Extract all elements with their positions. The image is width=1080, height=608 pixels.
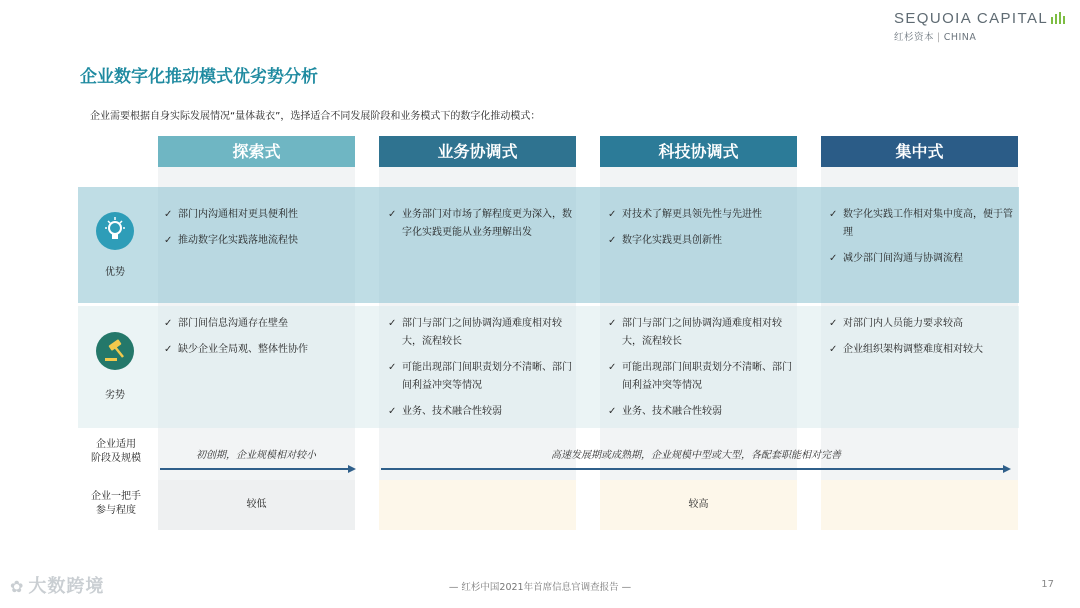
disadvantages-centralized <box>827 315 1015 367</box>
stage-growth-text: 高速发展期或成熟期，企业规模中型或大型，各配套职能相对完善 <box>551 450 841 461</box>
disadvantage-row-label: 劣势 <box>105 390 125 401</box>
participation-row-label: 企业一把手 参与程度 <box>91 491 141 516</box>
stage-early-arrow-head <box>348 465 356 473</box>
list-item: ✓ 减少部门间沟通与协调流程 <box>827 250 1015 268</box>
lightbulb-icon <box>96 212 134 250</box>
stage-growth-arrow-head <box>1003 465 1011 473</box>
advantages-exploratory <box>162 206 350 258</box>
watermark-logo-icon: ✿ <box>10 577 25 596</box>
disadvantages-technology <box>606 315 794 429</box>
list-item: ✓ 可能出现部门间职责划分不清晰、部门间利益冲突等情况 <box>606 359 794 395</box>
disadvantages-exploratory <box>162 315 350 367</box>
stage-row-label: 企业适用 阶段及规模 <box>91 439 141 464</box>
list-item: ✓ 部门与部门之间协调沟通难度相对较大，流程较长 <box>386 315 574 351</box>
participation-high-cell: 较高 <box>600 480 797 530</box>
column-header-centralized: 集中式 <box>821 136 1018 167</box>
list-item: ✓ 对技术了解更具领先性与先进性 <box>606 206 794 224</box>
list-item: ✓ 业务、技术融合性较弱 <box>386 403 574 421</box>
participation-high-cell-centralized <box>821 480 1018 530</box>
advantage-row-label: 优势 <box>105 267 125 278</box>
stage-early-arrow-line <box>160 468 348 470</box>
stage-growth-arrow-line <box>381 468 1003 470</box>
list-item: ✓ 业务、技术融合性较弱 <box>606 403 794 421</box>
advantages-business <box>386 206 574 250</box>
column-header-exploratory: 探索式 <box>158 136 355 167</box>
gavel-icon <box>96 332 134 370</box>
advantages-centralized <box>827 206 1015 276</box>
advantages-technology <box>606 206 794 258</box>
brand-sub: 红杉资本 | CHINA <box>894 32 977 43</box>
participation-high-cell-business <box>379 480 576 530</box>
watermark: ✿ 大数跨境 <box>10 576 105 597</box>
list-item: ✓ 企业组织架构调整难度相对较大 <box>827 341 1015 359</box>
list-item: ✓ 对部门内人员能力要求较高 <box>827 315 1015 333</box>
column-header-business: 业务协调式 <box>379 136 576 167</box>
list-item: ✓ 部门与部门之间协调沟通难度相对较大，流程较长 <box>606 315 794 351</box>
brand-logo <box>894 10 1054 43</box>
list-item: ✓ 缺少企业全局观、整体性协作 <box>162 341 350 359</box>
list-item: ✓ 业务部门对市场了解程度更为深入，数字化实践更能从业务理解出发 <box>386 206 574 242</box>
list-item: ✓ 数字化实践工作相对集中度高，便于管理 <box>827 206 1015 242</box>
list-item: ✓ 推动数字化实践落地流程快 <box>162 232 350 250</box>
list-item: ✓ 部门内沟通相对更具便利性 <box>162 206 350 224</box>
disadvantages-business <box>386 315 574 429</box>
stage-early-text: 初创期，企业规模相对较小 <box>196 450 316 461</box>
list-item: ✓ 部门间信息沟通存在壁垒 <box>162 315 350 333</box>
brand-leaf-icon <box>1051 12 1065 24</box>
page-title: 企业数字化推动模式优劣势分析 <box>80 67 318 87</box>
participation-low-cell: 较低 <box>158 480 355 530</box>
list-item: ✓ 可能出现部门间职责划分不清晰、部门间利益冲突等情况 <box>386 359 574 395</box>
column-header-technology: 科技协调式 <box>600 136 797 167</box>
page-subtitle: 企业需要根据自身实际发展情况“量体裁衣”，选择适合不同发展阶段和业务模式下的数字化推动模式： <box>90 111 541 122</box>
brand-name: SEQUOIA CAPITAL <box>894 10 1054 27</box>
page-number: 17 <box>1041 579 1054 590</box>
footer-source: — 红杉中国2021年首席信息官调查报告 — <box>448 582 632 593</box>
list-item: ✓ 数字化实践更具创新性 <box>606 232 794 250</box>
